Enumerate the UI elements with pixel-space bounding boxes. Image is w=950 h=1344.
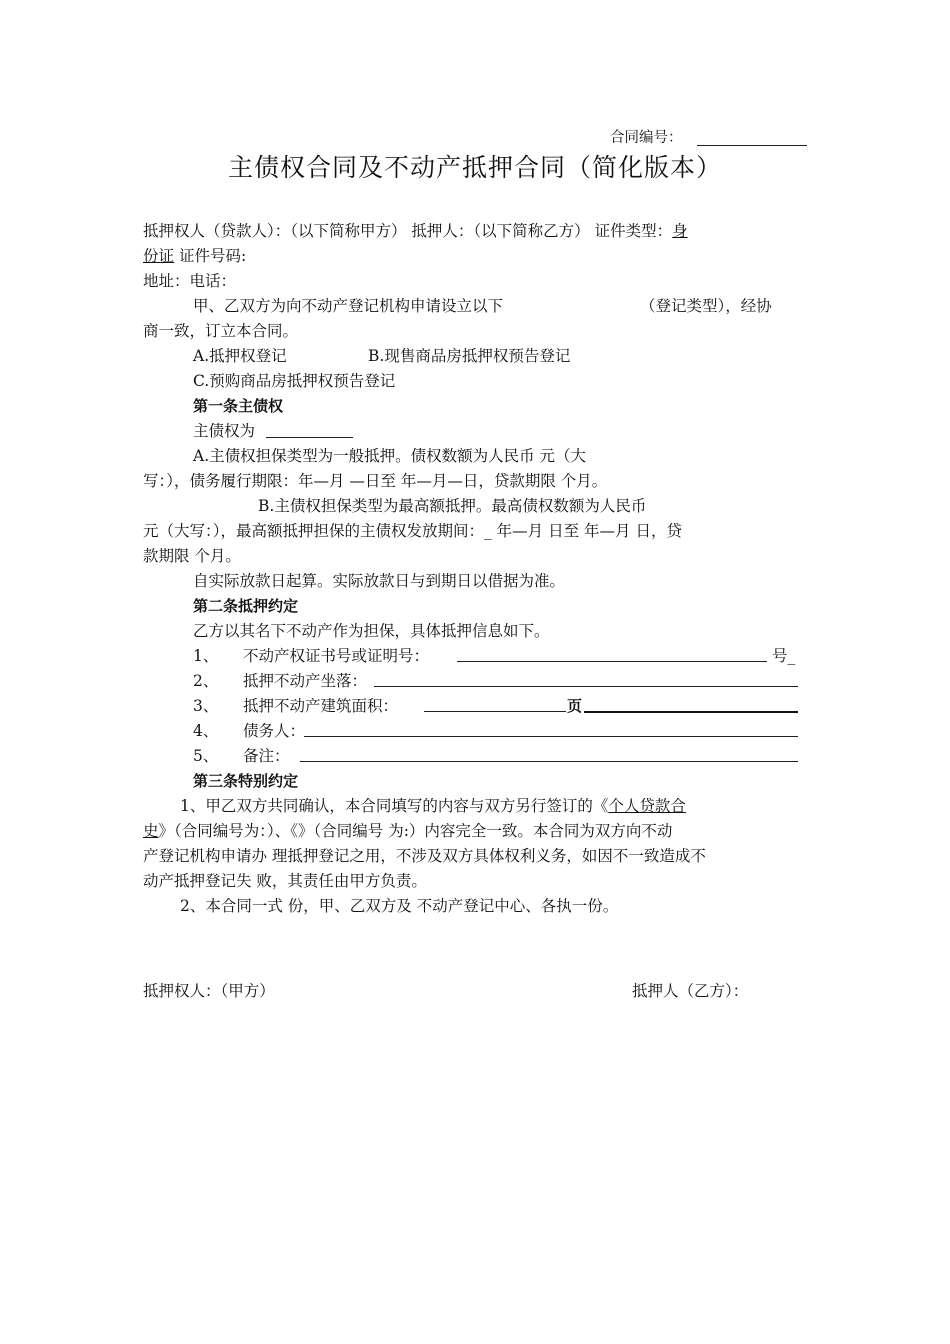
- certificate-number-field[interactable]: [457, 661, 767, 662]
- article1-start: 自实际放款日起算。实际放款日与到期日以借据为准。: [193, 572, 566, 590]
- item-suffix-page: 页: [567, 697, 583, 715]
- article3-p1-line3: 产登记机构申请办 理抵押登记之用，不涉及双方具体权利义务，如因不一致造成不: [143, 847, 706, 865]
- item-number: 1、: [193, 647, 219, 665]
- item-label-location: 抵押不动产坐落：: [243, 672, 368, 690]
- area-field-extension[interactable]: [584, 711, 798, 713]
- item-label-debtor: 债务人：: [243, 722, 306, 740]
- remarks-field[interactable]: [300, 761, 798, 762]
- main-claim-label: 主债权为: [193, 422, 256, 440]
- main-claim-field[interactable]: [266, 437, 353, 438]
- intro-line-1a: 甲、乙双方为向不动产登记机构申请设立以下: [193, 297, 504, 315]
- article3-p1-line4: 动产抵押登记失 败，其责任由甲方负责。: [143, 872, 427, 890]
- loan-contract-name: 个人贷款合: [608, 797, 686, 815]
- area-field[interactable]: [424, 711, 566, 712]
- id-type-value-cont: 份证: [143, 247, 175, 265]
- article2-heading: 第二条抵押约定: [193, 597, 299, 615]
- item-label-certificate: 不动产权证书号或证明号：: [243, 647, 430, 665]
- article1-a-line1: A.主债权担保类型为一般抵押。债权数额为人民币 元（大: [193, 447, 587, 465]
- article1-b-line1: B.主债权担保类型为最高额抵押。最高债权数额为人民币: [258, 497, 647, 515]
- item-label-remarks: 备注：: [243, 747, 290, 765]
- option-a: A.抵押权登记: [193, 347, 287, 365]
- article3-p1-line1: [180, 796, 686, 816]
- page-title: 主债权合同及不动产抵押合同（简化版本）: [227, 153, 722, 182]
- article3-p1-line2: [143, 821, 672, 841]
- item-number: 3、: [193, 697, 219, 715]
- item-number: 5、: [193, 747, 219, 765]
- article1-b-line3: 款期限 个月。: [143, 547, 241, 565]
- signature-party-b: 抵押人（乙方）：: [632, 982, 749, 1000]
- article3-p1-text-cont: 》（合同编号为：）、《》（合同编号 为:）内容完全一致。本合同为双方向不动: [158, 822, 673, 840]
- item-number: 2、: [193, 672, 219, 690]
- contract-number-label: 合同编号：: [610, 130, 683, 146]
- article3-p2: 2、本合同一式 份，甲、乙双方及 不动产登记中心、各执一份。: [180, 897, 619, 915]
- item-label-area: 抵押不动产建筑面积：: [243, 697, 399, 715]
- address-phone-label: 地址：电话：: [143, 272, 237, 290]
- id-type-value: 身: [672, 222, 688, 240]
- article2-intro: 乙方以其名下不动产作为担保，具体抵押信息如下。: [193, 622, 550, 640]
- item-suffix: 号_: [772, 647, 796, 665]
- article1-a-line2: 写：），债务履行期限：年—月 —日至 年—月—日，贷款期限 个月。: [143, 472, 608, 490]
- article3-heading: 第三条特别约定: [193, 772, 299, 790]
- item-number: 4、: [193, 722, 219, 740]
- parties-line: [143, 221, 688, 241]
- contract-number-field[interactable]: [697, 145, 807, 146]
- intro-line-2: 商一致，订立本合同。: [143, 322, 299, 340]
- location-field[interactable]: [374, 686, 798, 687]
- id-line: [143, 246, 246, 266]
- article3-p1-text: 1、甲乙双方共同确认，本合同填写的内容与双方另行签订的《: [180, 797, 609, 815]
- intro-line-1b: （登记类型），经协: [640, 297, 772, 315]
- option-c: C.预购商品房抵押权预告登记: [193, 372, 396, 390]
- signature-party-a: 抵押权人：（甲方）: [143, 982, 275, 1000]
- article1-b-line2: 元（大写：），最高额抵押担保的主债权发放期间：_ 年—月 日至 年—月 日，贷: [143, 522, 682, 540]
- id-number-label: 证件号码:: [174, 247, 247, 265]
- parties-text: 抵押权人（贷款人）：（以下简称甲方） 抵押人：（以下简称乙方） 证件类型：: [143, 222, 673, 240]
- debtor-field[interactable]: [304, 736, 798, 737]
- loan-contract-name-cont: 史: [143, 822, 159, 840]
- option-b: B.现售商品房抵押权预告登记: [368, 347, 571, 365]
- article1-heading: 第一条主债权: [193, 397, 284, 415]
